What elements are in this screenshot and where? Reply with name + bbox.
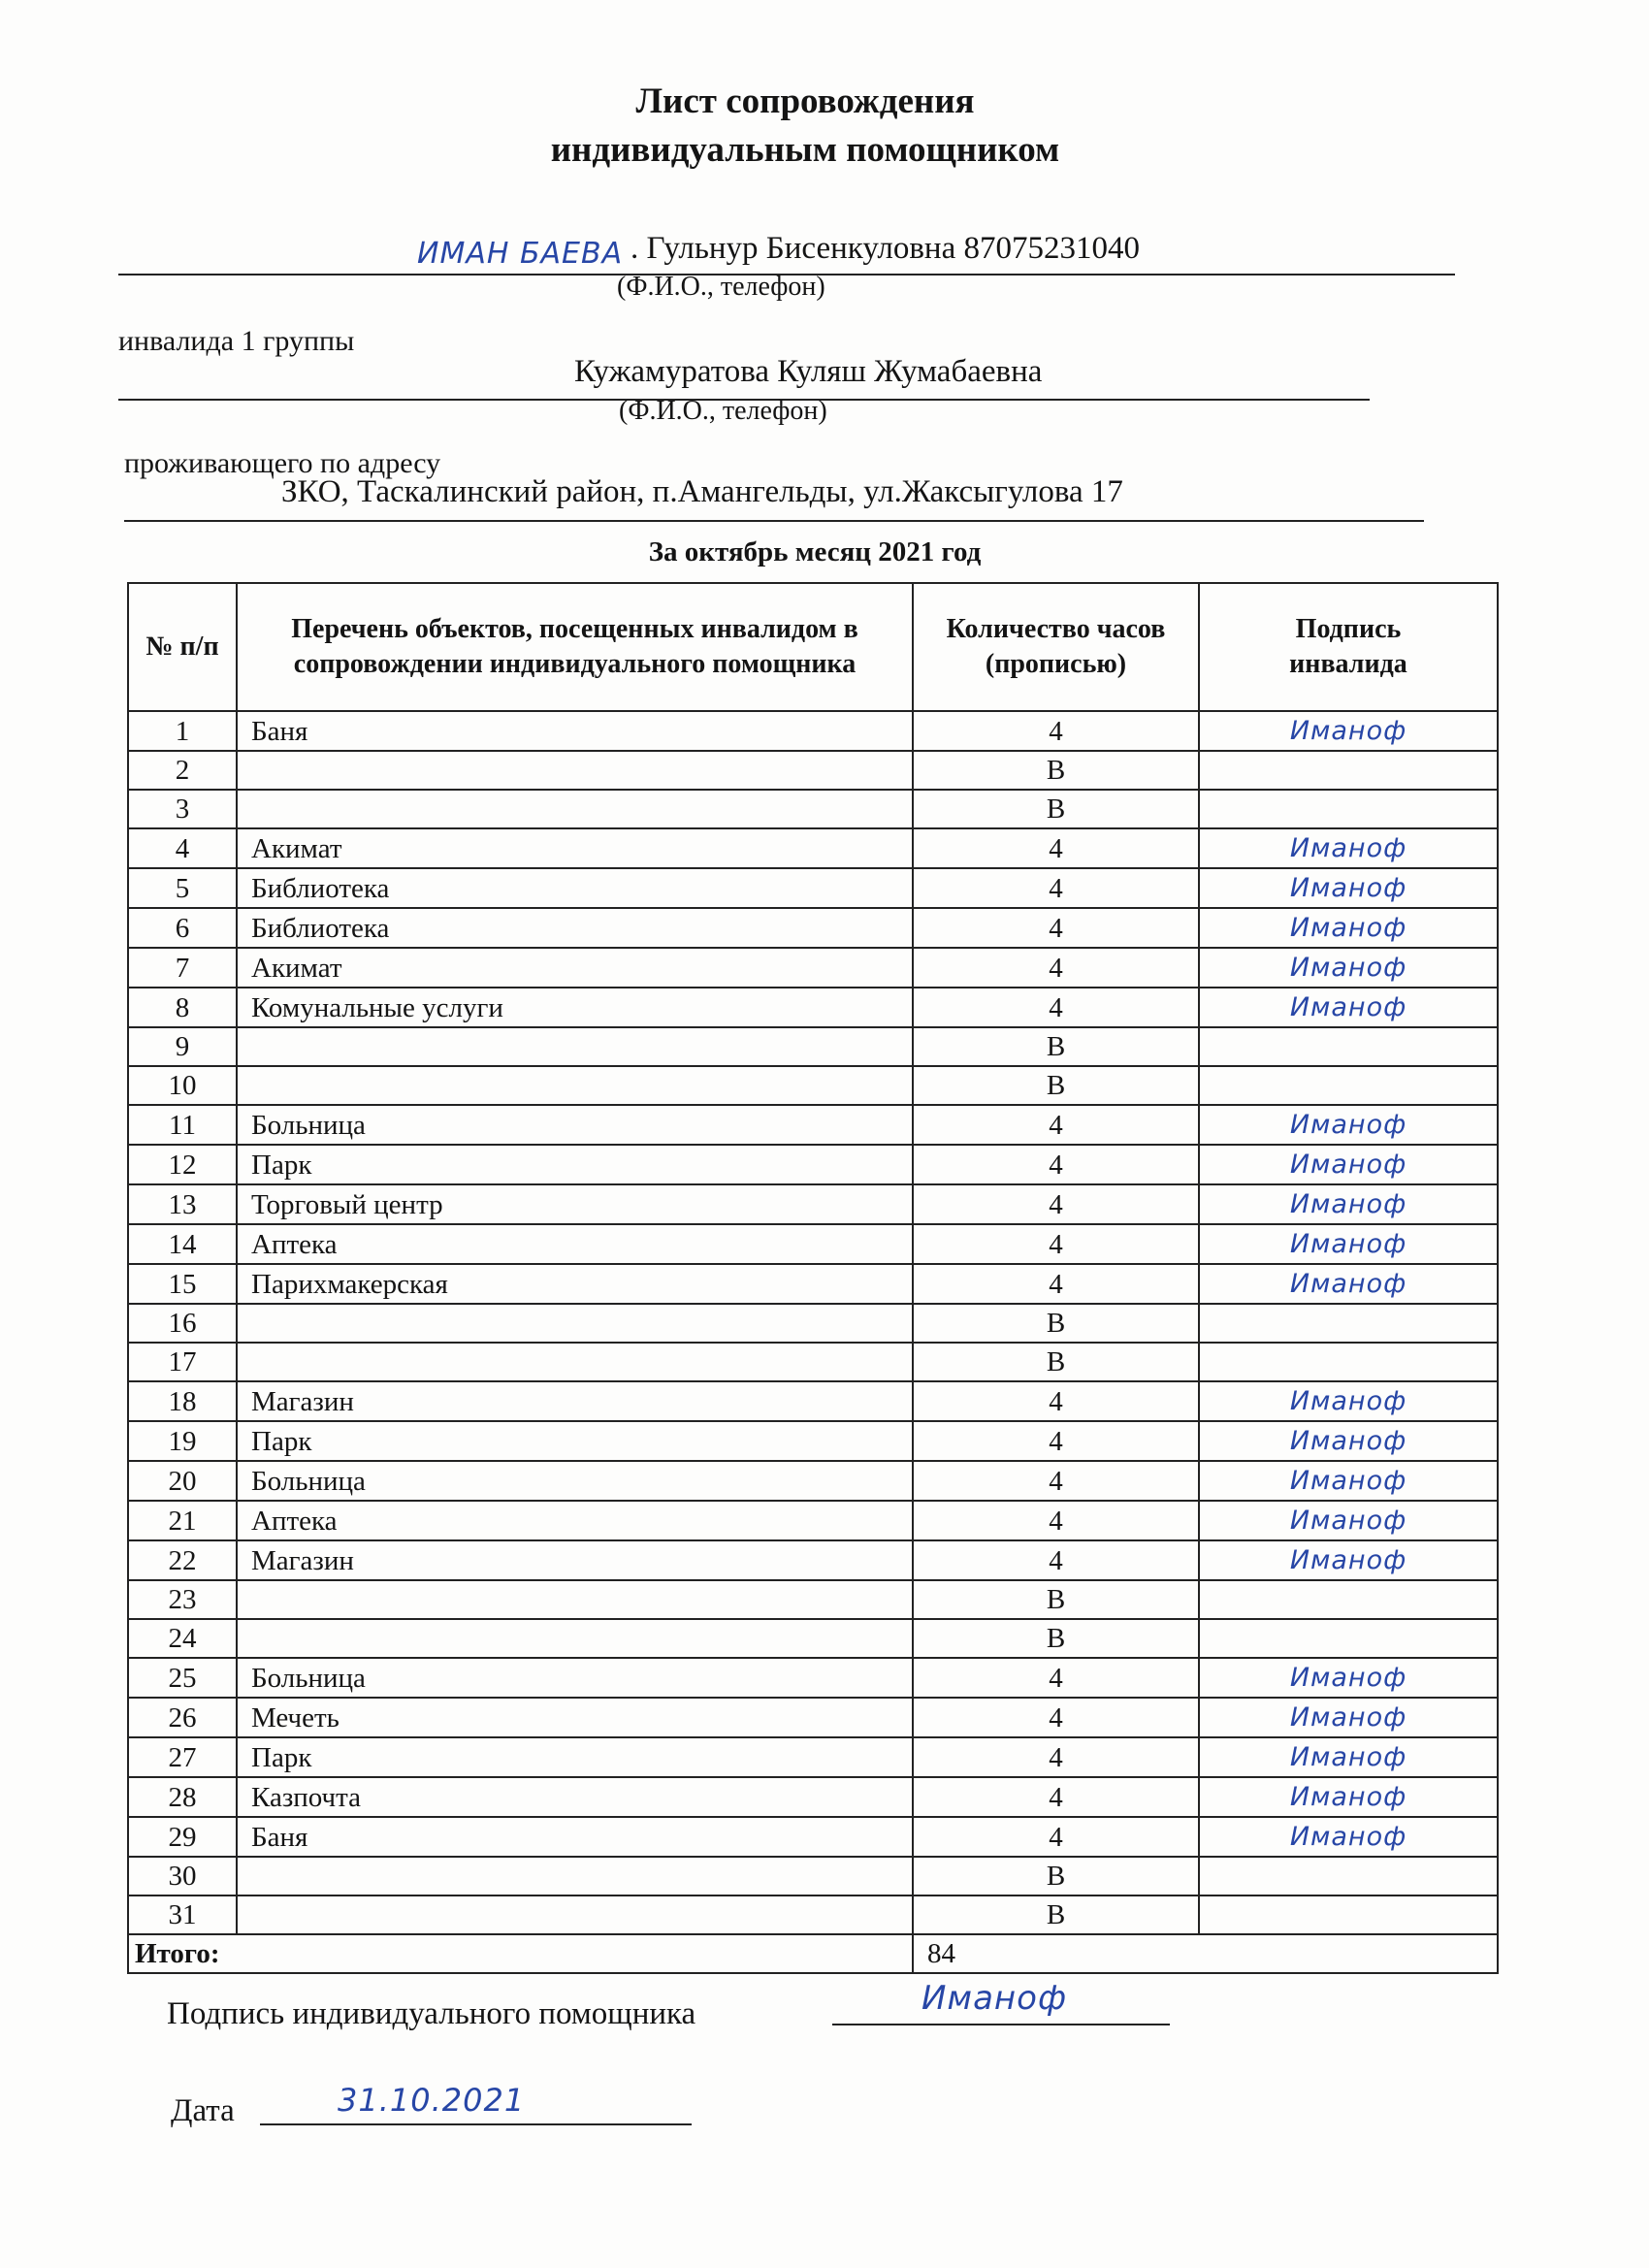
handwritten-signature: Иманоф [1289,1545,1407,1575]
document-title-line2: индивидуальным помощником [550,130,1060,170]
handwritten-signature: Иманоф [1289,1150,1407,1180]
table-row [128,1737,1498,1777]
row-number: 25 [128,1658,237,1698]
group-label: инвалида 1 группы [118,325,355,357]
row-object: Мечеть [237,1698,913,1737]
row-number: 23 [128,1580,237,1619]
row-signature [1199,908,1498,948]
row-hours: 4 [913,988,1199,1027]
total-value: 84 [913,1934,1498,1973]
row-signature [1199,1461,1498,1501]
row-signature [1199,1343,1498,1381]
row-signature [1199,1027,1498,1066]
table-row [128,1580,1498,1619]
table-row [128,711,1498,751]
row-hours: 4 [913,1145,1199,1184]
assistant-signature-label: Подпись индивидуального помощника [167,1996,696,2031]
handwritten-signature: Иманоф [1289,1229,1407,1259]
assistant-surname-handwritten: ИМАН БАЕВА [417,237,624,271]
row-object [237,1580,913,1619]
document-title-line1: Лист сопровождения [635,81,975,121]
handwritten-signature: Иманоф [1289,1110,1407,1140]
row-signature [1199,1580,1498,1619]
table-row [128,1817,1498,1857]
assistant-caption: (Ф.И.О., телефон) [617,272,825,302]
header-signature: Подпись инвалида [1199,583,1498,711]
row-object [237,1027,913,1066]
row-number: 1 [128,711,237,751]
table-row [128,908,1498,948]
row-number: 11 [128,1105,237,1145]
row-hours: 4 [913,1461,1199,1501]
table-row [128,828,1498,868]
table-row [128,1264,1498,1304]
table-row [128,751,1498,790]
row-number: 17 [128,1343,237,1381]
handwritten-signature: Иманоф [1289,1189,1407,1219]
row-number: 31 [128,1895,237,1934]
row-signature [1199,868,1498,908]
row-object [237,1857,913,1895]
row-hours: 4 [913,1737,1199,1777]
row-object: Комунальные услуги [237,988,913,1027]
row-object: Больница [237,1461,913,1501]
row-hours: 4 [913,948,1199,988]
row-object [237,1066,913,1105]
row-hours: 4 [913,868,1199,908]
row-number: 13 [128,1184,237,1224]
row-object: Баня [237,1817,913,1857]
row-hours: В [913,1027,1199,1066]
date-label: Дата [171,2093,235,2128]
row-object: Больница [237,1658,913,1698]
table-row [128,1381,1498,1421]
row-number: 26 [128,1698,237,1737]
row-number: 19 [128,1421,237,1461]
assistant-signature: Иманоф [922,1979,1068,2018]
handwritten-signature: Иманоф [1289,716,1407,746]
row-hours: 4 [913,1421,1199,1461]
row-hours: 4 [913,1698,1199,1737]
handwritten-signature: Иманоф [1289,1702,1407,1733]
table-row [128,1619,1498,1658]
row-hours: В [913,1580,1199,1619]
handwritten-signature: Иманоф [1289,1466,1407,1496]
row-number: 14 [128,1224,237,1264]
row-object: Магазин [237,1381,913,1421]
person-caption: (Ф.И.О., телефон) [619,396,827,426]
row-object [237,1895,913,1934]
row-number: 22 [128,1540,237,1580]
table-row [128,790,1498,828]
row-object: Парк [237,1421,913,1461]
handwritten-signature: Иманоф [1289,833,1407,863]
row-signature [1199,1777,1498,1817]
row-number: 10 [128,1066,237,1105]
row-object [237,790,913,828]
handwritten-signature: Иманоф [1289,1742,1407,1772]
address-underline [124,520,1424,522]
row-signature [1199,1895,1498,1934]
handwritten-signature: Иманоф [1289,1663,1407,1693]
row-hours: В [913,751,1199,790]
table-row [128,1066,1498,1105]
row-object: Магазин [237,1540,913,1580]
row-signature [1199,1421,1498,1461]
row-signature [1199,1145,1498,1184]
row-hours: 4 [913,1817,1199,1857]
row-signature [1199,1658,1498,1698]
row-hours: В [913,1343,1199,1381]
table-row [128,1461,1498,1501]
row-signature [1199,1619,1498,1658]
handwritten-signature: Иманоф [1289,1269,1407,1299]
handwritten-signature: Иманоф [1289,1782,1407,1812]
date-line [260,2123,692,2125]
handwritten-signature: Иманоф [1289,992,1407,1022]
table-row [128,1343,1498,1381]
row-hours: В [913,1066,1199,1105]
row-signature [1199,828,1498,868]
row-signature [1199,1817,1498,1857]
row-hours: 4 [913,1777,1199,1817]
assistant-signature-line [832,2024,1170,2025]
row-signature [1199,1105,1498,1145]
row-hours: 4 [913,1501,1199,1540]
row-hours: В [913,1857,1199,1895]
row-object: Парк [237,1737,913,1777]
table-row [128,1145,1498,1184]
row-signature [1199,1501,1498,1540]
total-label: Итого: [128,1934,913,1973]
row-object: Баня [237,711,913,751]
person-name: Кужамуратова Куляш Жумабаевна [574,354,1043,389]
row-number: 3 [128,790,237,828]
row-number: 7 [128,948,237,988]
header-hours: Количество часов (прописью) [913,583,1199,711]
row-signature [1199,790,1498,828]
handwritten-signature: Иманоф [1289,1506,1407,1536]
row-object: Аптека [237,1501,913,1540]
row-hours: 4 [913,1381,1199,1421]
row-hours: 4 [913,1224,1199,1264]
table-row [128,1857,1498,1895]
table-row [128,1895,1498,1934]
table-row [128,1421,1498,1461]
row-object: Больница [237,1105,913,1145]
row-object: Библиотека [237,868,913,908]
row-object: Библиотека [237,908,913,948]
row-signature [1199,1698,1498,1737]
row-signature [1199,1264,1498,1304]
row-object: Акимат [237,948,913,988]
row-number: 2 [128,751,237,790]
row-hours: 4 [913,1540,1199,1580]
row-number: 5 [128,868,237,908]
row-hours: 4 [913,711,1199,751]
row-hours: 4 [913,828,1199,868]
table-row [128,948,1498,988]
address-label: проживающего по адресу [124,447,441,479]
row-number: 27 [128,1737,237,1777]
row-object: Казпочта [237,1777,913,1817]
handwritten-signature: Иманоф [1289,1386,1407,1416]
row-hours: В [913,1619,1199,1658]
row-number: 6 [128,908,237,948]
row-signature [1199,1066,1498,1105]
row-number: 18 [128,1381,237,1421]
date-value: 31.10.2021 [338,2082,526,2119]
row-object: Парк [237,1145,913,1184]
header-num: № п/п [128,583,237,711]
row-number: 29 [128,1817,237,1857]
visits-table [127,582,1499,1974]
table-row [128,988,1498,1027]
table-header-row [128,583,1498,711]
handwritten-signature: Иманоф [1289,873,1407,903]
row-hours: 4 [913,908,1199,948]
row-number: 15 [128,1264,237,1304]
row-object [237,751,913,790]
row-number: 20 [128,1461,237,1501]
row-object: Аптека [237,1224,913,1264]
row-object: Акимат [237,828,913,868]
row-signature [1199,1737,1498,1777]
total-row [128,1934,1498,1973]
row-number: 16 [128,1304,237,1343]
row-signature [1199,711,1498,751]
table-row [128,1540,1498,1580]
row-object: Торговый центр [237,1184,913,1224]
row-number: 4 [128,828,237,868]
row-object [237,1304,913,1343]
row-signature [1199,1381,1498,1421]
row-signature [1199,751,1498,790]
assistant-name-phone: . Гульнур Бисенкуловна 87075231040 [630,231,1140,266]
row-hours: 4 [913,1264,1199,1304]
row-signature [1199,1224,1498,1264]
row-object: Парихмакерская [237,1264,913,1304]
row-signature [1199,1184,1498,1224]
row-number: 30 [128,1857,237,1895]
handwritten-signature: Иманоф [1289,953,1407,983]
table-row [128,1304,1498,1343]
table-row [128,1027,1498,1066]
table-row [128,1501,1498,1540]
handwritten-signature: Иманоф [1289,1426,1407,1456]
row-signature [1199,988,1498,1027]
period-heading: За октябрь месяц 2021 год [648,536,982,567]
row-signature [1199,948,1498,988]
table-row [128,868,1498,908]
row-signature [1199,1540,1498,1580]
table-row [128,1184,1498,1224]
header-objects: Перечень объектов, посещенных инвалидом в сопровождении индивидуального помощника [237,583,913,711]
handwritten-signature: Иманоф [1289,1822,1407,1852]
row-object [237,1343,913,1381]
row-hours: В [913,1304,1199,1343]
row-number: 24 [128,1619,237,1658]
row-hours: 4 [913,1658,1199,1698]
row-hours: В [913,1895,1199,1934]
table-row [128,1658,1498,1698]
table-row [128,1105,1498,1145]
row-number: 21 [128,1501,237,1540]
table-row [128,1777,1498,1817]
row-hours: В [913,790,1199,828]
row-number: 8 [128,988,237,1027]
row-signature [1199,1304,1498,1343]
table-row [128,1224,1498,1264]
row-object [237,1619,913,1658]
row-number: 12 [128,1145,237,1184]
row-number: 28 [128,1777,237,1817]
row-hours: 4 [913,1184,1199,1224]
row-signature [1199,1857,1498,1895]
table-row [128,1698,1498,1737]
row-number: 9 [128,1027,237,1066]
row-hours: 4 [913,1105,1199,1145]
handwritten-signature: Иманоф [1289,913,1407,943]
address-value: ЗКО, Таскалинский район, п.Амангельды, ул.Жаксыгулова 17 [281,474,1123,509]
